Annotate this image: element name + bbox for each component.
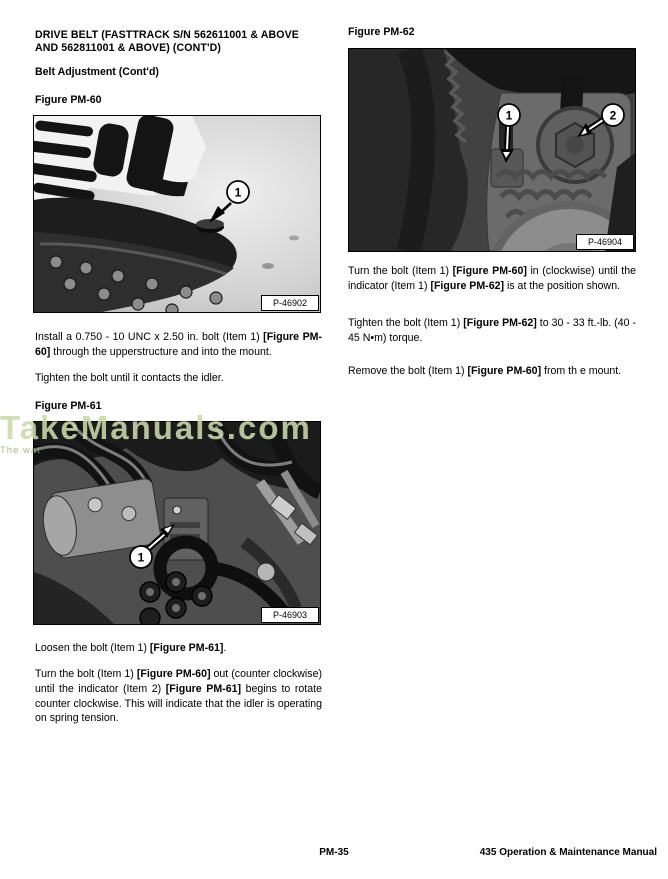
- bolt-hole-rim: [196, 219, 224, 229]
- paragraph: Install a 0.750 - 10 UNC x 2.50 in. bolt (Item 1) [Figure PM-60] through the upperstructure and into the mount.: [35, 331, 322, 358]
- floor-dot: [289, 236, 299, 241]
- section-title: [35, 29, 329, 54]
- figure-pm60-photo: [33, 115, 321, 313]
- photo-id-label: P-46904: [576, 234, 634, 250]
- floor-dot: [262, 263, 274, 269]
- section-title-line1: DRIVE BELT (FASTTRACK S/N 562611001 & ABOVE: [35, 29, 299, 41]
- callout-1-number: 1: [137, 550, 145, 565]
- figure-pm61-caption: Figure PM-61: [35, 400, 102, 412]
- bolt-center: [566, 136, 584, 154]
- figure-pm62-caption: Figure PM-62: [348, 26, 415, 38]
- photo-id-label: P-46903: [261, 607, 319, 623]
- paragraph: Tighten the bolt (Item 1) [Figure PM-62] to 30 - 33 ft.-lb. (40 - 45 N•m) torque.: [348, 317, 636, 344]
- callout-2-number: 2: [609, 108, 617, 123]
- watermark-line1: TakeManuals.com: [0, 411, 312, 446]
- paragraph: Remove the bolt (Item 1) [Figure PM-60] from th e mount.: [348, 365, 622, 377]
- paragraph: Turn the bolt (Item 1) [Figure PM-60] out (counter clockwise) until the indicator (Item 2) [Figure PM-61] begins to rotate counter clockwise. This will indicate that the idler is operating on spring tension.: [35, 668, 322, 725]
- figure-pm61-photo: [33, 421, 321, 625]
- figure-pm62-photo: [348, 48, 636, 252]
- subsection-heading: Belt Adjustment (Cont'd): [35, 66, 159, 78]
- indicator-bolt: [173, 506, 181, 514]
- belt-shadow: [409, 49, 423, 251]
- figure-pm60-caption: Figure PM-60: [35, 94, 102, 106]
- footer-manual-title: 435 Operation & Maintenance Manual: [479, 847, 657, 858]
- photo-id-label: P-46902: [261, 295, 319, 311]
- bracket-detail: [170, 522, 200, 528]
- section-title-line2: AND 562811001 & ABOVE) (CONT'D): [35, 41, 221, 54]
- figure-pm60-scene: [34, 116, 320, 312]
- paragraph: Loosen the bolt (Item 1) [Figure PM-61].: [35, 642, 227, 654]
- footer-page-number: PM-35: [319, 847, 349, 858]
- callout-1-number: 1: [505, 108, 513, 123]
- paragraph: Turn the bolt (Item 1) [Figure PM-60] in (clockwise) until the indicator (Item 1) [Figure PM-62] is at the position shown.: [348, 265, 636, 292]
- paragraph: Tighten the bolt until it contacts the idler.: [35, 372, 224, 384]
- figure-pm61-scene: [34, 422, 320, 624]
- watermark-line2: The wat: [0, 445, 41, 456]
- figure-pm62-scene: [349, 49, 635, 251]
- callout-1-number: 1: [234, 185, 242, 200]
